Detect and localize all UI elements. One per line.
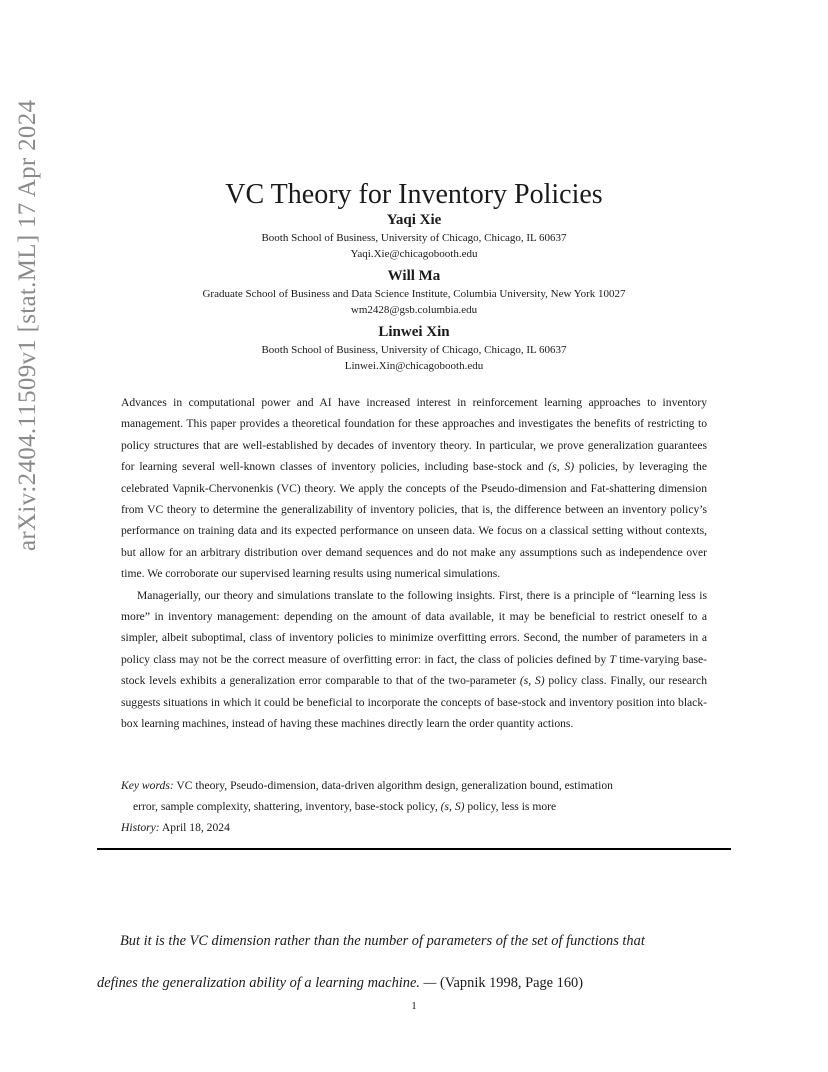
author-block-1 [0,210,828,262]
author-block-3 [0,322,828,374]
author-affiliation: Graduate School of Business and Data Science Institute, Columbia University, New York 10027 [202,288,626,300]
abstract-paragraph-2: Managerially, our theory and simulations translate to the following insights. First, there is a principle of “learning less is more” in inventory management: depending on the amount of data available, it may be beneficial to restrict oneself to a simpler, albeit suboptimal, class of inventory policies to minimize overfitting errors. Second, the number of parameters in a policy class may not be the correct measure of overfitting error: in fact, the class of policies defined by T time-varying base-stock levels exhibits a generalization error comparable to that of the two-parameter (s, S) policy class. Finally, our research suggests situations in which it could be beneficial to incorporate the concepts of base-stock and inventory position into black-box learning machines, instead of having these machines directly learn the order quantity actions. [121,588,708,731]
math-T: T [609,652,616,666]
author-email[interactable]: wm2428@gsb.columbia.edu [350,304,478,316]
author-name: Yaqi Xie [386,212,442,228]
keywords: Key words: VC theory, Pseudo-dimension, data-driven algorithm design, generalization bound, estimation error, sample complexity, shattering, inventory, base-stock policy, (s, S) policy, less is more [121,779,613,813]
math-sS: (s, S) [548,460,575,474]
keywords-label: Key words [121,779,170,792]
epigraph [97,920,731,1004]
history-date: April 18, 2024 [161,821,230,834]
author-name: Will Ma [387,268,441,284]
page-number: 1 [411,1000,417,1012]
keywords-line-2: error, sample complexity, shattering, inventory, base-stock policy, [133,800,441,813]
author-email[interactable]: Yaqi.Xie@chicagobooth.edu [350,248,478,260]
abstract [121,392,707,735]
author-affiliation: Booth School of Business, University of Chicago, Chicago, IL 60637 [261,344,567,356]
author-affiliation: Booth School of Business, University of Chicago, Chicago, IL 60637 [261,232,567,244]
epigraph-line-1: But it is the VC dimension rather than the number of parameters of the set of functions that [120,933,645,949]
history-label: History [121,821,156,834]
author-email[interactable]: Linwei.Xin@chicagobooth.edu [344,360,484,372]
section-divider [97,848,731,850]
paper-title: VC Theory for Inventory Policies [225,178,603,210]
abstract-paragraph-1: Advances in computational power and AI have increased interest in reinforcement learning approaches to inventory management. This paper provides a theoretical foundation for these approaches and investigates the benefits of restricting to policy structures that are well-established by decades of inventory theory. In particular, we prove generalization guarantees for learning several well-known classes of inventory policies, including base-stock and (s, S) policies, by leveraging the celebrated Vapnik-Chervonenkis (VC) theory. We apply the concepts of the Pseudo-dimension and Fat-shattering dimension from VC theory to determine the generalizability of inventory policies, that is, the difference between an inventory policy’s performance on training data and its expected performance on unseen data. We focus on a classical setting without contexts, but allow for an arbitrary distribution over demand sequences and do not make any assumptions such as independence over time. We corroborate our supervised learning results using numerical simulations. [121,396,708,581]
math-sS: (s, S) [440,800,465,813]
author-block-2 [0,266,828,318]
arxiv-side-stamp: arXiv:2404.11509v1 [stat.ML] 17 Apr 2024 [14,99,41,551]
keywords-line-1: VC theory, Pseudo-dimension, data-driven algorithm design, generalization bound, estimation [176,779,613,792]
epigraph-line-2: defines the generalization ability of a learning machine. — (Vapnik 1998, Page 160) [97,975,584,991]
epigraph-source: (Vapnik 1998, Page 160) [439,975,584,991]
author-name: Linwei Xin [378,324,450,340]
math-sS: (s, S) [519,674,545,688]
history: History: April 18, 2024 [121,821,230,834]
